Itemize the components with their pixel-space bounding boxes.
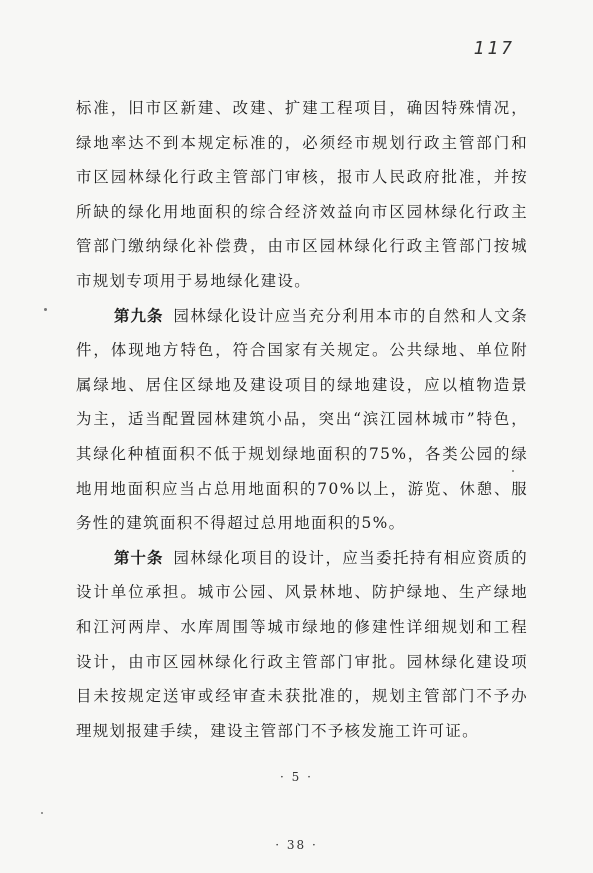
article-heading: 第九条 xyxy=(114,306,164,325)
scan-speck xyxy=(44,308,47,311)
scan-speck xyxy=(512,470,514,472)
article-10 xyxy=(76,541,528,749)
folio-number: 117 xyxy=(473,38,515,59)
inner-page-number: · 5 · xyxy=(280,770,313,784)
scan-speck xyxy=(41,812,43,814)
paragraph-text: 园林绿化设计应当充分利用本市的自然和人文条件，体现地方特色，符合国家有关规定。公共绿地、单位附属绿地、居住区绿地及建设项目的绿地建设，应以植物造景为主，适当配置园林建筑小品，突出“滨江园林城市”特色，其绿化种植面积不低于规划绿地面积的75%，各类公园的绿地用地面积应当占总用地面积的70%以上，游览、休憩、服务性的建筑面积不得超过总用地面积的5%。 xyxy=(76,306,528,533)
article-heading: 第十条 xyxy=(114,548,164,567)
document-body xyxy=(76,91,528,748)
paragraph-text: 标准，旧市区新建、改建、扩建工程项目，确因特殊情况，绿地率达不到本规定标准的，必须经市规划行政主管部门和市区园林绿化行政主管部门审核，报市人民政府批准，并按所缺的绿化用地面积的综合经济效益向市区园林绿化行政主管部门缴纳绿化补偿费，由市区园林绿化行政主管部门按城市规划专项用于易地绿化建设。 xyxy=(76,99,528,290)
article-9 xyxy=(76,299,528,541)
paragraph-text: 园林绿化项目的设计，应当委托持有相应资质的设计单位承担。城市公园、风景林地、防护绿地、生产绿地和江河两岸、水库周围等城市绿地的修建性详细规划和工程设计，由市区园林绿化行政主管部门审批。园林绿化建设项目未按规定送审或经审查未获批准的，规划主管部门不予办理规划报建手续，建设主管部门不予核发施工许可证。 xyxy=(76,548,528,740)
paragraph-continuation xyxy=(76,91,528,299)
outer-page-number: · 38 · xyxy=(275,838,318,852)
